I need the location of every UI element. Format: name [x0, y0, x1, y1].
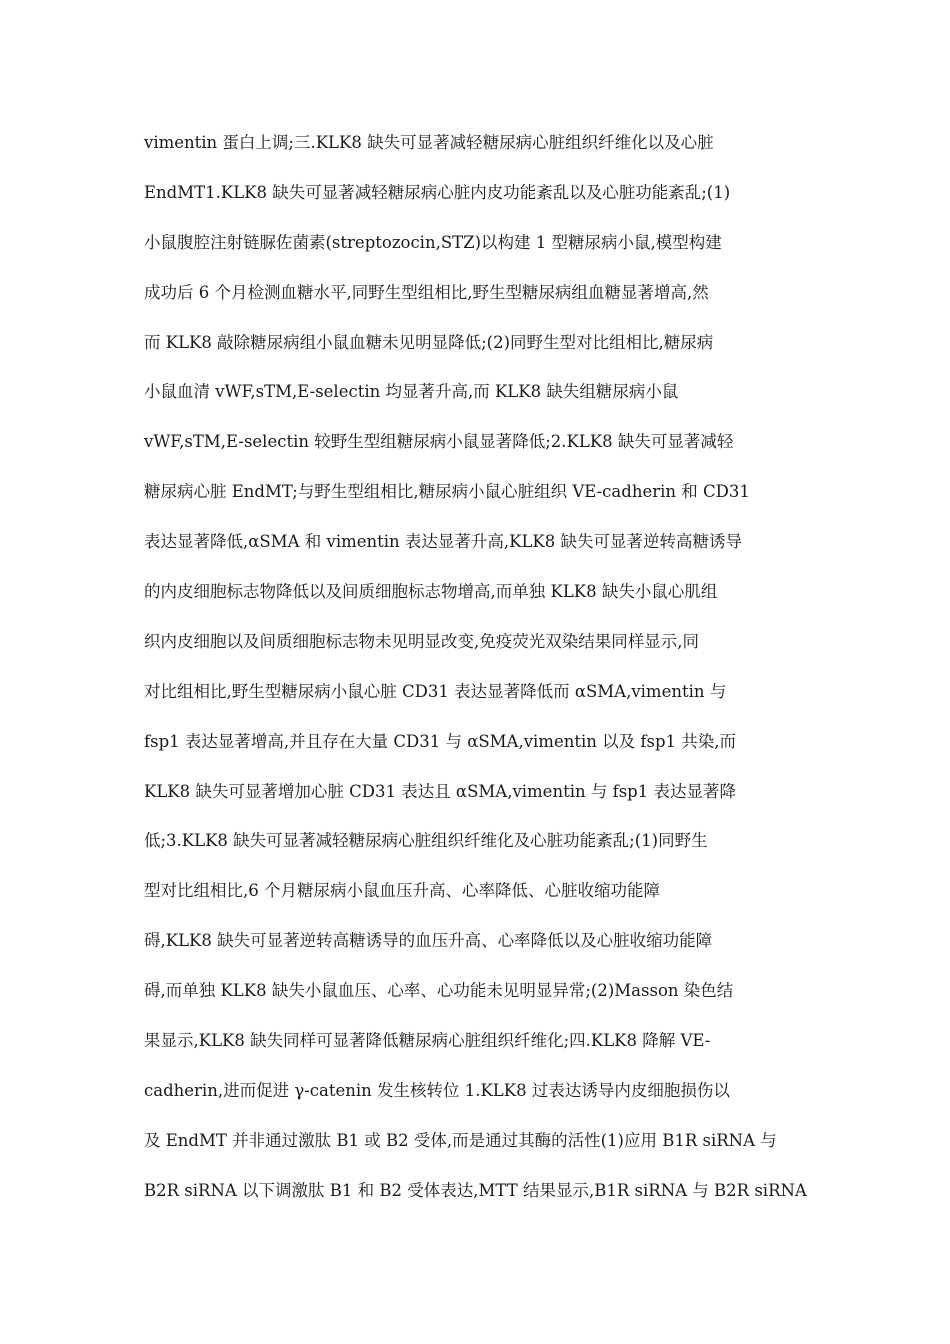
text-line: EndMT1.KLK8 缺失可显著减轻糖尿病心脏内皮功能紊乱以及心脏功能紊乱;(1) [144, 182, 731, 202]
text-line: 果显示,KLK8 缺失同样可显著降低糖尿病心脏组织纤维化;四.KLK8 降解 VE- [144, 1031, 711, 1051]
text-line: 碍,而单独 KLK8 缺失小鼠血压、心率、心功能未见明显异常;(2)Masson 染色结 [144, 981, 734, 1001]
text-line: B2R siRNA 以下调激肽 B1 和 B2 受体表达,MTT 结果显示,B1R siRNA 与 B2R siRNA [144, 1180, 807, 1200]
text-line: vWF,sTM,E-selectin 较野生型组糖尿病小鼠显著降低;2.KLK8 缺失可显著减轻 [144, 432, 734, 452]
text-line: cadherin,进而促进 γ-catenin 发生核转位 1.KLK8 过表达诱导内皮细胞损伤以 [144, 1080, 730, 1100]
text-line: 对比组相比,野生型糖尿病小鼠心脏 CD31 表达显著降低而 αSMA,vimentin 与 [144, 681, 727, 701]
body-text [144, 118, 814, 1216]
text-line: vimentin 蛋白上调;三.KLK8 缺失可显著减轻糖尿病心脏组织纤维化以及心脏 [144, 133, 714, 152]
text-line: KLK8 缺失可显著增加心脏 CD31 表达且 αSMA,vimentin 与 fsp1 表达显著降 [144, 781, 736, 801]
text-line: 糖尿病心脏 EndMT;与野生型组相比,糖尿病小鼠心脏组织 VE-cadherin 和 CD31 [144, 482, 750, 502]
text-line: fsp1 表达显著增高,并且存在大量 CD31 与 αSMA,vimentin 以及 fsp1 共染,而 [144, 731, 736, 751]
text-line: 小鼠血清 vWF,sTM,E-selectin 均显著升高,而 KLK8 缺失组糖尿病小鼠 [144, 382, 679, 402]
text-line: 及 EndMT 并非通过激肽 B1 或 B2 受体,而是通过其酶的活性(1)应用 B1R siRNA 与 [144, 1130, 777, 1150]
text-line: 低;3.KLK8 缺失可显著减轻糖尿病心脏组织纤维化及心脏功能紊乱;(1)同野生 [144, 831, 708, 851]
text-line: 的内皮细胞标志物降低以及间质细胞标志物增高,而单独 KLK8 缺失小鼠心肌组 [144, 582, 718, 602]
text-line: 表达显著降低,αSMA 和 vimentin 表达显著升高,KLK8 缺失可显著逆转高糖诱导 [144, 532, 743, 552]
text-line: 而 KLK8 敲除糖尿病组小鼠血糖未见明显降低;(2)同野生型对比组相比,糖尿病 [144, 332, 714, 352]
text-line: 小鼠腹腔注射链脲佐菌素(streptozocin,STZ)以构建 1 型糖尿病小鼠,模型构建 [144, 232, 722, 252]
text-line: 织内皮细胞以及间质细胞标志物未见明显改变,免疫荧光双染结果同样显示,同 [144, 631, 699, 651]
text-line: 碍,KLK8 缺失可显著逆转高糖诱导的血压升高、心率降低以及心脏收缩功能障 [144, 931, 713, 951]
text-line: 型对比组相比,6 个月糖尿病小鼠血压升高、心率降低、心脏收缩功能障 [144, 881, 660, 901]
text-line: 成功后 6 个月检测血糖水平,同野生型组相比,野生型糖尿病组血糖显著增高,然 [144, 282, 709, 302]
